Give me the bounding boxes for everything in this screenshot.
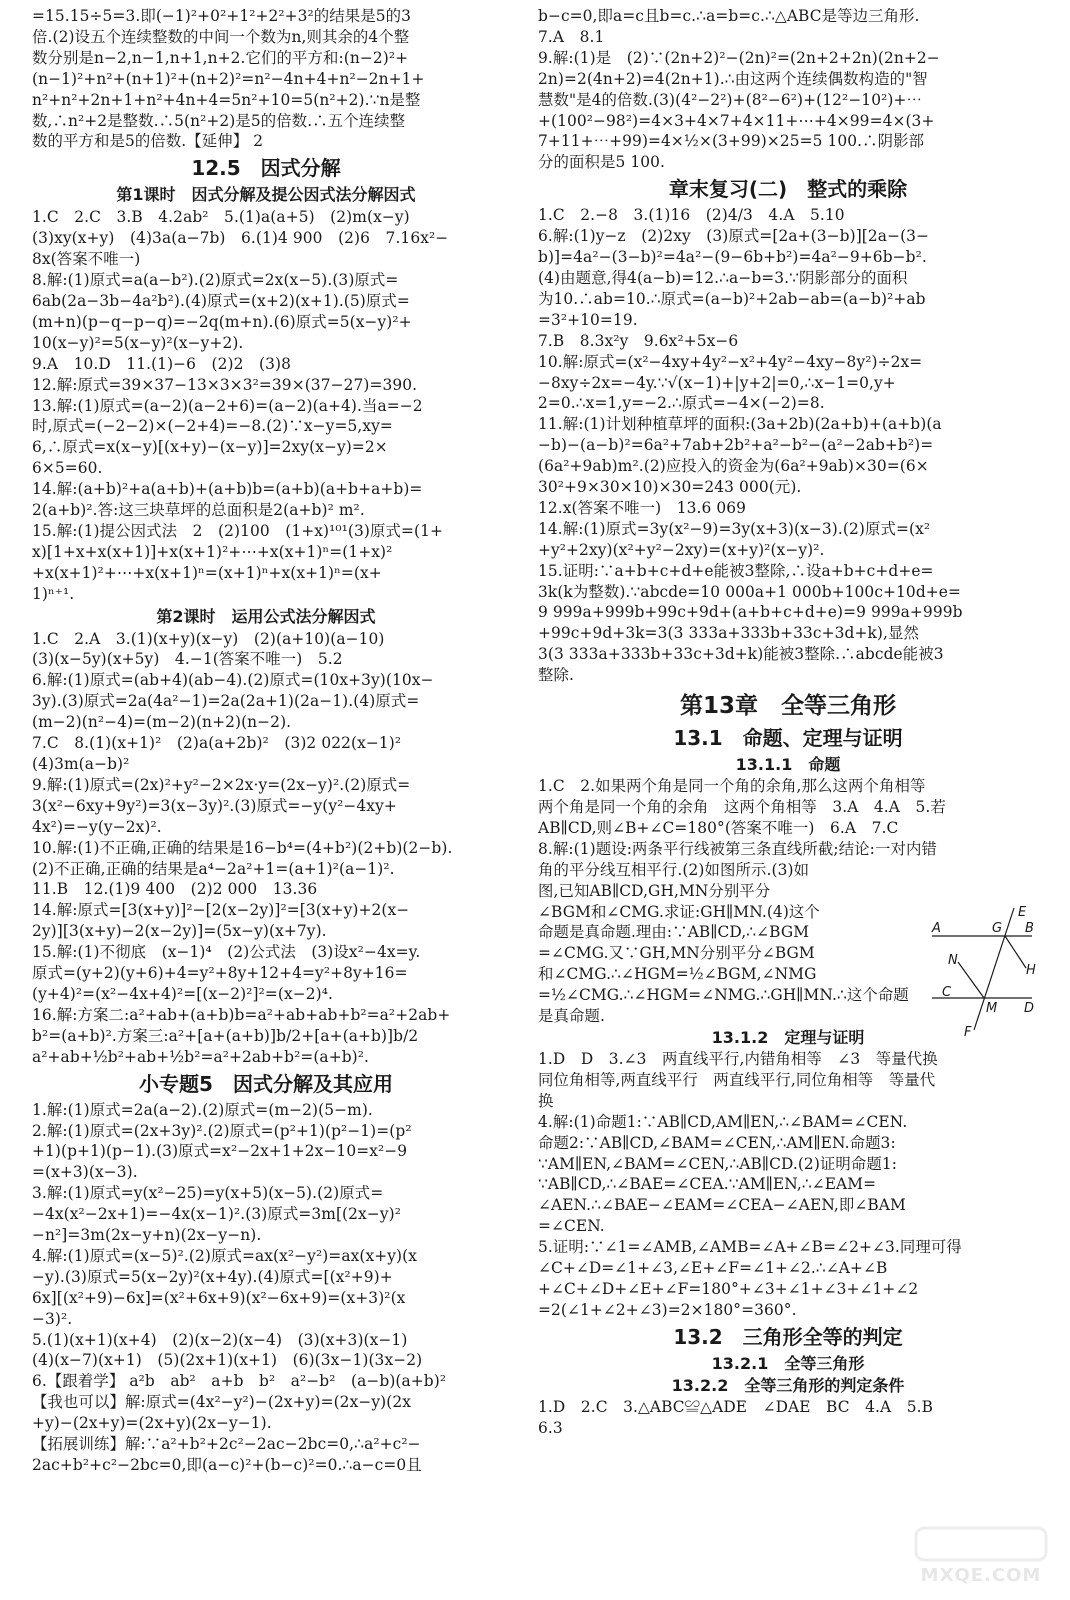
section-title-12-5: 12.5 因式分解 xyxy=(191,156,341,181)
line-gh xyxy=(1005,936,1026,968)
text-line: (2)不正确,正确的结果是a⁴−2a²+1=(a+1)²(a−1)². xyxy=(32,859,395,878)
label-b: B xyxy=(1025,921,1034,936)
right-column xyxy=(538,6,1038,1439)
text-line: 整除. xyxy=(538,666,574,685)
text-line: 2=0.∴x=1,y=−2.∴原式=−4×(−2)=8. xyxy=(538,394,825,413)
text-line: 1.C 2.A 3.(1)(x+y)(x−y) (2)(a+10)(a−10) xyxy=(32,629,385,648)
subsection-title-13-1-2: 13.1.2 定理与证明 xyxy=(711,1027,865,1047)
text-line: 6.【跟着学】 a²b ab² a+b b² a²−b² (a−b)(a+b)² xyxy=(32,1372,447,1391)
text-line: 两个角是同一个角的余角 这两个角相等 3.A 4.A 5.若 xyxy=(538,798,946,816)
topic-title-5: 小专题5 因式分解及其应用 xyxy=(139,1071,393,1096)
text-line: +1)(p+1)(p−1).(3)原式=x²−2x+1+2x−10=x²−9 xyxy=(32,1142,408,1161)
text-line: 命题是真命题.理由:∵AB∥CD,∴∠BGM xyxy=(538,923,810,942)
text-line: 14.解:(1)原式=3y(x²−9)=3y(x+3)(x−3).(2)原式=(x² xyxy=(538,519,931,538)
text-line: 图,已知AB∥CD,GH,MN分别平分 xyxy=(538,881,771,900)
text-line: 数,∴n²+2是整数.∴5(n²+2)是5的倍数.∴五个连续整 xyxy=(32,111,406,130)
review-answers xyxy=(538,205,1038,686)
text-line: 14.解:(a+b)²+a(a+b)+(a+b)b=(a+b)(a+b+a+b)= xyxy=(32,480,423,499)
text-line: 【拓展训练】解:∵a²+b²+2c²−2ac−2bc=0,∴a²+c²− xyxy=(32,1435,421,1454)
text-line: 4.解:(1)原式=(x−5)².(2)原式=ax(x²−y²)=ax(x+y)(x xyxy=(32,1246,418,1265)
text-line: −b)−(a−b)²=6a²+7ab+2b²+a²−b²−(a²−2ab+b²)= xyxy=(538,436,934,455)
text-line: −3)². xyxy=(32,1309,73,1328)
text-line: +99c+9d+3k=3(3 333a+333b+33c+3d+k),显然 xyxy=(538,624,919,643)
label-f: F xyxy=(964,1025,972,1040)
text-line: AB∥CD,则∠B+∠C=180°(答案不唯一) 6.A 7.C xyxy=(538,818,899,837)
label-g: G xyxy=(992,921,1003,936)
text-line: a²+ab+½b²+ab+½b²=a²+2ab+b²=(a+b)². xyxy=(32,1047,370,1066)
text-line: 2.解:(1)原式=(2x+3y)².(2)原式=(p²+1)(p²−1)=(p² xyxy=(32,1121,412,1140)
text-line: 9.A 10.D 11.(1)−6 (2)2 (3)8 xyxy=(32,354,292,373)
text-line: =∠CMG.又∵GH,MN分别平分∠BGM xyxy=(538,944,815,963)
text-line: 7+11+⋯+99)=4×½×(3+99)×25=5 100.∴阴影部 xyxy=(538,132,925,151)
text-line: 15.解:(1)不彻底 (x−1)⁴ (2)公式法 (3)设x²−4x=y. xyxy=(32,943,421,962)
text-line: 6.解:(1)y−z (2)2xy (3)原式=[2a+(3−b)][2a−(3− xyxy=(538,227,930,246)
text-line: =∠CEN. xyxy=(538,1217,605,1236)
text-line: 8.解:(1)原式=a(a−b²).(2)原式=2x(x−5).(3)原式= xyxy=(32,271,399,290)
text-line: 3k(k为整数).∵abcde=10 000a+1 000b+100c+10d+e= xyxy=(538,582,961,601)
text-line: 1.D 2.C 3.△ABC≌△ADE ∠DAE BC 4.A 5.B xyxy=(538,1397,933,1416)
text-line: 2ac+b²+c²−2bc=0,即(a−c)²+(b−c)²=0.∴a−c=0且 xyxy=(32,1456,422,1474)
text-line: =15.15÷5=3.即(−1)²+0²+1²+2²+3²的结果是5的3 xyxy=(32,7,412,25)
text-line: 4.解:(1)命题1:∵AB∥CD,AM∥EN,∴∠BAM=∠CEN. xyxy=(538,1112,908,1131)
text-line: 7.C 8.(1)(x+1)² (2)a(a+2b)² (3)2 022(x−1)² xyxy=(32,734,402,753)
lesson-title-1: 第1课时 因式分解及提公因式法分解因式 xyxy=(116,185,416,205)
text-line: ∠BGM和∠CMG.求证:GH∥MN.(4)这个 xyxy=(538,902,820,921)
text-line: 13.解:(1)原式=(a−2)(a−2+6)=(a−2)(a+4).当a=−2 xyxy=(32,396,423,415)
text-line: b−c=0,即a=c且b=c.∴a=b=c.∴△ABC是等边三角形. xyxy=(538,7,920,25)
label-a: A xyxy=(932,921,941,936)
text-line: +y²+2xy)(x²+y²−2xy)=(x+y)²(x−y)². xyxy=(538,540,825,559)
line-mn xyxy=(958,962,984,998)
text-line: =(x+3)(x−3). xyxy=(32,1163,138,1182)
left-pre-block xyxy=(32,6,500,152)
text-line: 12.解:原式=39×37−13×3×3²=39×(37−27)=390. xyxy=(32,375,418,394)
watermark xyxy=(906,1524,1056,1586)
text-line: −n²]=3m(2x−y+n)(2x−y−n). xyxy=(32,1226,262,1245)
text-line: (6a²+9ab)m².(2)应投入的资金为(6a²+9ab)×30=(6× xyxy=(538,457,929,476)
text-line: 6×5=60. xyxy=(32,459,103,478)
text-line: 12.x(答案不唯一) 13.6 069 xyxy=(538,498,747,517)
right-pre-block xyxy=(538,6,1038,173)
text-line: 8x(答案不唯一) xyxy=(32,250,141,269)
text-line: 命题2:∵AB∥CD,∠BAM=∠CEN,∴AM∥EN.命题3: xyxy=(538,1133,896,1152)
text-line: 9 999a+999b+99c+9d+(a+b+c+d+e)=9 999a+999b xyxy=(538,603,963,622)
label-n: N xyxy=(948,953,958,968)
text-line: 1.C 2.−8 3.(1)16 (2)4/3 4.A 5.10 xyxy=(538,206,845,225)
text-line: n²+n²+2n+1+n²+4n+4=5n²+10=5(n²+2).∵n是整 xyxy=(32,90,421,109)
text-line: 1.C 2.如果两个角是同一个角的余角,那么这两个角相等 xyxy=(538,777,926,796)
text-line: 5.(1)(x+1)(x+4) (2)(x−2)(x−4) (3)(x+3)(x−1) xyxy=(32,1330,408,1349)
parallel-lines-figure xyxy=(928,902,1036,1040)
text-line: (3)(x−5y)(x+5y) 4.−1(答案不唯一) 5.2 xyxy=(32,650,343,669)
text-line: 1)ⁿ⁺¹. xyxy=(32,584,75,603)
chapter-title-13: 第13章 全等三角形 xyxy=(679,693,896,720)
text-line: 同位角相等,两直线平行 两直线平行,同位角相等 等量代 xyxy=(538,1070,936,1089)
text-line: b)]=4a²−(3−b)²=4a²−(9−6b+b²)=4a²−9+6b−b². xyxy=(538,248,927,267)
text-line: 3(x²−6xy+9y²)=3(x−3y)².(3)原式=−y(y²−4xy+ xyxy=(32,796,397,815)
text-line: =3²+10=19. xyxy=(538,310,638,329)
text-line: (4)由题意,得4(a−b)=12.∴a−b=3.∵阴影部分的面积 xyxy=(538,268,908,287)
text-line: +∠C+∠D+∠E+∠F=180°+∠3+∠1+∠3+∠1+∠2 xyxy=(538,1279,919,1298)
watermark-logo-icon xyxy=(906,1524,1056,1564)
text-line: 为10.∴ab=10.∴原式=(a−b)²+2ab−ab=(a−b)²+ab xyxy=(538,289,926,308)
text-line: (4)(x−7)(x+1) (5)(2x+1)(x+1) (6)(3x−1)(3x−2) xyxy=(32,1351,423,1370)
text-line: ∵AB∥CD,∴∠BAE=∠CEA.∵AM∥EN,∴∠EAM= xyxy=(538,1175,877,1194)
text-line: 换 xyxy=(538,1091,554,1110)
left-column xyxy=(32,6,500,1476)
text-line: 【我也可以】解:原式=(4x²−y²)−(2x+y)=(2x−y)(2x xyxy=(32,1393,412,1412)
review-title: 章末复习(二) 整式的乘除 xyxy=(668,177,908,202)
text-line: 11.解:(1)计划种植草坪的面积:(3a+2b)(2a+b)+(a+b)(a xyxy=(538,415,942,434)
text-line: 10(x−y)²=5(x−y)²(x−y+2). xyxy=(32,333,244,352)
answers-13-1-2 xyxy=(538,1049,1038,1321)
text-line: 数分别是n−2,n−1,n+1,n+2.它们的平方和:(n−2)²+ xyxy=(32,48,409,67)
text-line: 9.解:(1)是 (2)∵(2n+2)²−(2n)²=(2n+2+2n)(2n+2− xyxy=(538,48,940,67)
text-line: (m−2)(n²−4)=(m−2)(n+2)(n−2). xyxy=(32,713,292,732)
text-line: ∠C+∠D=∠1+∠3,∠E+∠F=∠1+∠2.∴∠A+∠B xyxy=(538,1259,888,1278)
watermark-text: MXQE.COM xyxy=(920,1565,1042,1586)
text-line: −4x(x²−2x+1)=−4x(x−1)².(3)原式=3m[(2x−y)² xyxy=(32,1205,401,1224)
text-line: 30²+9×30×10)×30=243 000(元). xyxy=(538,478,802,497)
text-line: −y).(3)原式=5(x−2y)²(x+4y).(4)原式=[(x²+9)+ xyxy=(32,1267,393,1286)
text-line: 6ab(2a−3b−4a²b²).(4)原式=(x+2)(x+1).(5)原式= xyxy=(32,291,410,310)
subsection-title-13-2-2: 13.2.2 全等三角形的判定条件 xyxy=(671,1375,905,1395)
text-line: 1.C 2.C 3.B 4.2ab² 5.(1)a(a+5) (2)m(x−y) xyxy=(32,208,410,227)
text-line: 1.D D 3.∠3 两直线平行,内错角相等 ∠3 等量代换 xyxy=(538,1049,938,1068)
section-title-13-1: 13.1 命题、定理与证明 xyxy=(673,726,903,751)
text-line: (4)3m(a−b)² xyxy=(32,755,130,773)
text-line: 15.解:(1)提公因式法 2 (2)100 (1+x)¹⁰¹(3)原式=(1+ xyxy=(32,521,444,540)
text-line: +x(x+1)²+⋯+x(x+1)ⁿ=(x+1)ⁿ+x(x+1)ⁿ=(x+ xyxy=(32,563,382,582)
lesson1-answers xyxy=(32,207,500,604)
text-line: 是真命题. xyxy=(538,1007,605,1026)
text-line: 倍.(2)设五个连续整数的中间一个数为n,则其余的4个整 xyxy=(32,27,410,46)
label-h: H xyxy=(1026,963,1036,978)
text-line: 2y)][3(x+y)−2(x−2y)]=(5x−y)(x+7y). xyxy=(32,922,327,941)
text-line: +(100²−98²)=4×3+4×7+4×11+⋯+4×99=4×(3+ xyxy=(538,111,935,130)
text-line: 7.B 8.3x²y 9.6x²+5x−6 xyxy=(538,331,739,350)
text-line: 4x²)=−y(y−2x)². xyxy=(32,817,162,836)
text-line: 15.证明:∵a+b+c+d+e能被3整除,∴设a+b+c+d+e= xyxy=(538,561,934,580)
label-e: E xyxy=(1018,905,1027,920)
text-line: 时,原式=(−2−2)×(−2+4)=−8.(2)∵x−y=5,xy= xyxy=(32,417,393,436)
text-line: 16.解:方案二:a²+ab+(a+b)b=a²+ab+ab+b²=a²+2ab+ xyxy=(32,1005,451,1024)
text-line: ∠AEN.∴∠BAE−∠EAM=∠CEA−∠AEN,即∠BAM xyxy=(538,1196,906,1215)
text-line: 6.解:(1)原式=(ab+4)(ab−4).(2)原式=(10x+3y)(10x− xyxy=(32,671,434,690)
text-line: (3)xy(x+y) (4)3a(a−7b) 6.(1)4 900 (2)6 7.16x²− xyxy=(32,229,449,248)
text-line: 8.解:(1)题设:两条平行线被第三条直线所截;结论:一对内错 xyxy=(538,839,937,858)
answers-13-2-2 xyxy=(538,1397,1038,1439)
text-line: 10.解:原式=(x²−4xy+4y²−x²+4y²−4xy−8y²)÷2x= xyxy=(538,352,923,371)
text-line: 原式=(y+2)(y+6)+4=y²+8y+12+4=y²+8y+16= xyxy=(32,964,408,983)
topic5-answers xyxy=(32,1100,500,1476)
text-line: (y+4)²=(x²−4x+4)²=[(x−2)²]²=(x−2)⁴. xyxy=(32,984,333,1003)
label-d: D xyxy=(1024,1001,1035,1016)
section-title-13-2: 13.2 三角形全等的判定 xyxy=(673,1324,903,1349)
text-line: 3(3 333a+333b+33c+3d+k)能被3整除.∴abcde能被3 xyxy=(538,645,944,664)
text-line: =½∠CMG.∴∠HGM=∠NMG.∴GH∥MN.∴这个命题 xyxy=(538,986,909,1005)
lesson-title-2: 第2课时 运用公式法分解因式 xyxy=(156,606,376,626)
text-line: −8xy÷2x=−4y.∵√(x−1)+|y+2|=0,∴x−1=0,y+ xyxy=(538,373,896,392)
text-line: 10.解:(1)不正确,正确的结果是16−b⁴=(4+b²)(2+b)(2−b). xyxy=(32,838,453,857)
subsection-title-13-1-1: 13.1.1 命题 xyxy=(735,755,841,775)
text-line: 3y).(3)原式=2a(4a²−1)=2a(2a+1)(2a−1).(4)原式= xyxy=(32,692,420,711)
text-line: 9.解:(1)原式=(2x)²+y²−2×2x·y=(2x−y)².(2)原式= xyxy=(32,775,411,794)
text-line: (n−1)²+n²+(n+1)²+(n+2)²=n²−4n+4+n²−2n+1+ xyxy=(32,69,425,88)
text-line: 2n)=2(4n+2)=4(2n+1).∴由这两个连续偶数构造的"智 xyxy=(538,69,928,88)
text-line: =2(∠1+∠2+∠3)=2×180°=360°. xyxy=(538,1300,797,1319)
label-c: C xyxy=(942,985,952,1000)
text-line: 5.证明:∵∠1=∠AMB,∠AMB=∠A+∠B=∠2+∠3.同理可得 xyxy=(538,1238,962,1257)
text-line: 1.解:(1)原式=2a(a−2).(2)原式=(m−2)(5−m). xyxy=(32,1100,373,1119)
text-line: (m+n)(p−q−p−q)=−2q(m+n).(6)原式=5(x−y)²+ xyxy=(32,312,412,331)
text-line: 和∠CMG.∴∠HGM=½∠BGM,∠NMG xyxy=(538,965,817,984)
text-line: 14.解:原式=[3(x+y)]²−[2(x−2y)]²=[3(x+y)+2(x− xyxy=(32,901,410,920)
text-line: 6,∴原式=x(x−y)[(x+y)−(x−y)]=2xy(x−y)=2× xyxy=(32,438,388,457)
lesson2-answers xyxy=(32,629,500,1068)
text-line: b²=(a+b)².方案三:a²+[a+(a+b)]b/2+[a+(a+b)]b/2 xyxy=(32,1026,419,1045)
text-line: 3.解:(1)原式=y(x²−25)=y(x+5)(x−5).(2)原式= xyxy=(32,1184,384,1203)
text-line: 角的平分线互相平行.(2)如图所示.(3)如 xyxy=(538,860,810,879)
text-line: 6x][(x²+9)−6x]=(x²+6x+9)(x²−6x+9)=(x+3)²(x xyxy=(32,1288,406,1307)
text-line: 6.3 xyxy=(538,1418,563,1437)
text-line: x)[1+x+x(x+1)]+x(x+1)²+⋯+x(x+1)ⁿ=(1+x)² xyxy=(32,542,393,561)
text-line: 分的面积是5 100. xyxy=(538,153,666,172)
text-line: +y)−(2x+y)=(2x+y)(2x−y−1). xyxy=(32,1414,272,1433)
text-line: 慧数"是4的倍数.(3)(4²−2²)+(8²−6²)+(12²−10²)+⋯ xyxy=(538,90,922,109)
text-line: 7.A 8.1 xyxy=(538,27,605,46)
label-m: M xyxy=(986,1001,998,1016)
subsection-title-13-2-1: 13.2.1 全等三角形 xyxy=(711,1353,865,1373)
text-line: 数的平方和是5的倍数.【延伸】 2 xyxy=(32,132,264,151)
text-line: 11.B 12.(1)9 400 (2)2 000 13.36 xyxy=(32,880,318,899)
text-line: ∵AM∥EN,∠BAM=∠CEN,∴AB∥CD.(2)证明命题1: xyxy=(538,1154,898,1173)
text-line: 2(a+b)².答:这三块草坪的总面积是2(a+b)² m². xyxy=(32,501,365,520)
